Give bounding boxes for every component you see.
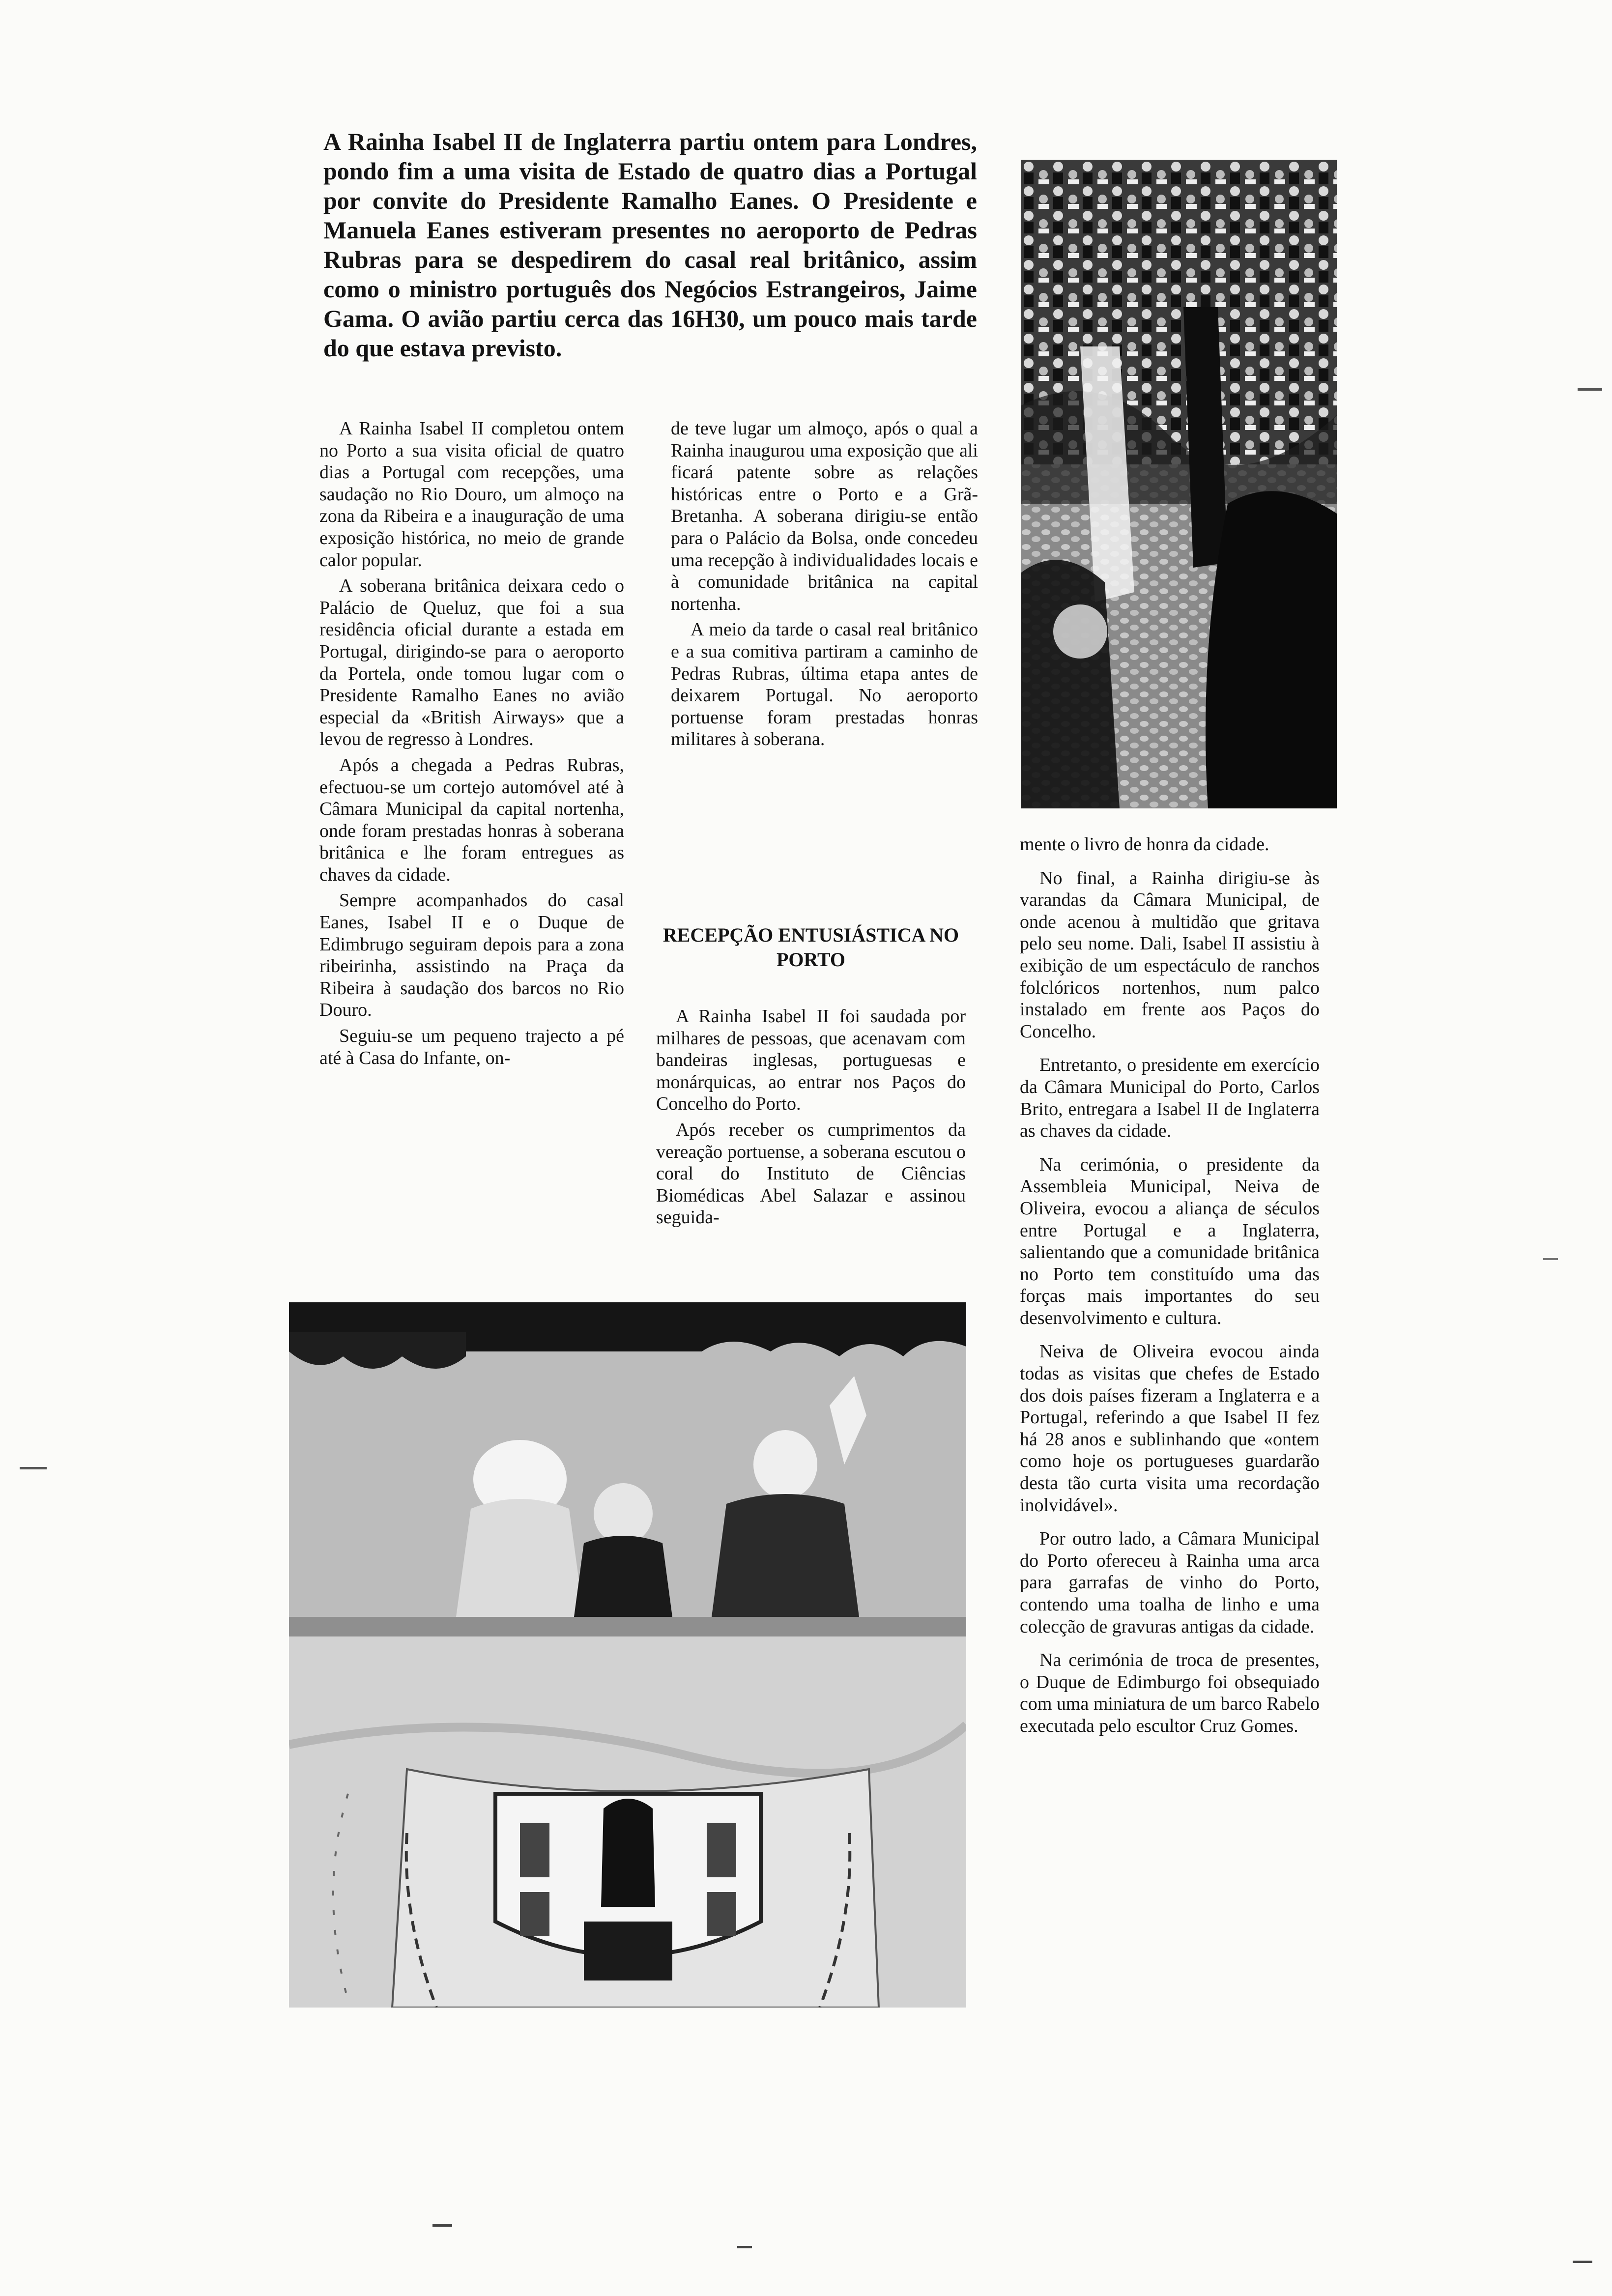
paragraph: Sempre acompanhados do casal Eanes, Isabel II e o Duque de Edimbrugo seguiram depois para a zona ribeirinha, assistindo na Praça da Ribeira à saudação dos barcos no Rio Douro. xyxy=(319,890,624,1021)
paragraph: A meio da tarde o casal real britânico e a sua comitiva partiram a caminho de Pedras Rubras, última etapa antes de deixarem Portugal. No aeroporto portuense foram prestadas honras militares à soberana. xyxy=(671,619,978,750)
paragraph: Neiva de Oliveira evocou ainda todas as visitas que chefes de Estado dos dois países fizeram a Inglaterra e a Portugal, referindo a que Isabel II fez há 28 anos e sublinhando que «ontem como hoje os portugueses guardarão desta tão curta visita uma recordação inolvidável». xyxy=(1020,1341,1320,1516)
balcony-photo xyxy=(289,1302,966,2008)
article-column-3 xyxy=(1020,833,1320,1737)
paragraph: Após receber os cumprimentos da vereação portuense, a soberana escutou o coral do Instituto de Ciências Biomédicas Abel Salazar e assinou seguida- xyxy=(656,1119,966,1228)
lead-paragraph: A Rainha Isabel II de Inglaterra partiu ontem para Londres, pondo fim a uma visita de Estado de quatro dias a Portugal por convite do Presidente Ramalho Eanes. O Presidente e Manuela Eanes estiveram presentes no aeroporto de Pedras Rubras para se despedirem do casal real britânico, assim como o ministro português dos Negócios Estrangeiros, Jaime Gama. O avião partiu cerca das 16H30, um pouco mais tarde do que estava previsto. xyxy=(323,128,977,362)
paragraph: mente o livro de honra da cidade. xyxy=(1020,834,1269,855)
paragraph: Após a chegada a Pedras Rubras, efectuou-se um cortejo automóvel até à Câmara Municipal da capital nortenha, onde foram prestadas honras à soberana britânica e lhe foram entregues as chaves da cidade. xyxy=(319,754,624,885)
paragraph: No final, a Rainha dirigiu-se às varandas da Câmara Municipal, de onde acenou à multidão que gritava pelo seu nome. Dali, Isabel II assistiu à exibição de um espectáculo de ranchos folclóricos nortenhos, num palco instalado em frente aos Paços do Concelho. xyxy=(1020,867,1320,1042)
article-column-1 xyxy=(319,418,624,1069)
paragraph: Na cerimónia de troca de presentes, o Duque de Edimburgo foi obsequiado com uma miniatura de um barco Rabelo executada pelo escultor Cruz Gomes. xyxy=(1020,1650,1320,1736)
article-column-2-top xyxy=(671,418,978,750)
paragraph: A soberana britânica deixara cedo o Palácio de Queluz, que foi a sua residência oficial durante a estada em Portugal, dirigindo-se para o aeroporto da Portela, onde tomou lugar com o Presidente Ramalho Eanes no avião especial da «British Airways» que a levou de regresso à Londres. xyxy=(319,575,624,750)
paragraph: Seguiu-se um pequeno trajecto a pé até à Casa do Infante, on- xyxy=(319,1026,624,1068)
paragraph: A Rainha Isabel II foi saudada por milhares de pessoas, que acenavam com bandeiras inglesas, portuguesas e monárquicas, ao entrar nos Paços do Concelho do Porto. xyxy=(656,1006,966,1115)
paragraph: Na cerimónia, o presidente da Assembleia Municipal, Neiva de Oliveira, evocou a aliança de séculos entre Portugal e a Inglaterra, salientando que a comunidade britânica no Porto tem constituído uma das forças mais importantes do seu desenvolvimento e cultura. xyxy=(1020,1154,1320,1328)
paragraph: Por outro lado, a Câmara Municipal do Porto ofereceu à Rainha uma arca para garrafas de vinho do Porto, contendo uma toalha de linho e uma colecção de gravuras antigas da cidade. xyxy=(1020,1528,1320,1637)
crowd-photo xyxy=(1021,160,1337,808)
paragraph: de teve lugar um almoço, após o qual a Rainha inaugurou uma exposição que ali ficará patente sobre as relações históricas entre o Porto e a Grã-Bretanha. A soberana dirigiu-se então para o Palácio da Bolsa, onde concedeu uma recepção à individualidades locais e à comunidade britânica na capital nortenha. xyxy=(671,418,978,614)
paragraph: A Rainha Isabel II completou ontem no Porto a sua visita oficial de quatro dias a Portugal com recepções, uma saudação no Rio Douro, um almoço na zona da Ribeira e a inauguração de uma exposição histórica, no meio de grande calor popular. xyxy=(319,418,624,571)
section-subheading: RECEPÇÃO ENTUSIÁSTICA NO PORTO xyxy=(662,924,959,971)
paragraph: Entretanto, o presidente em exercício da Câmara Municipal do Porto, Carlos Brito, entregara a Isabel II de Inglaterra as chaves da cidade. xyxy=(1020,1055,1320,1142)
article-column-2-bottom xyxy=(656,1005,966,1229)
